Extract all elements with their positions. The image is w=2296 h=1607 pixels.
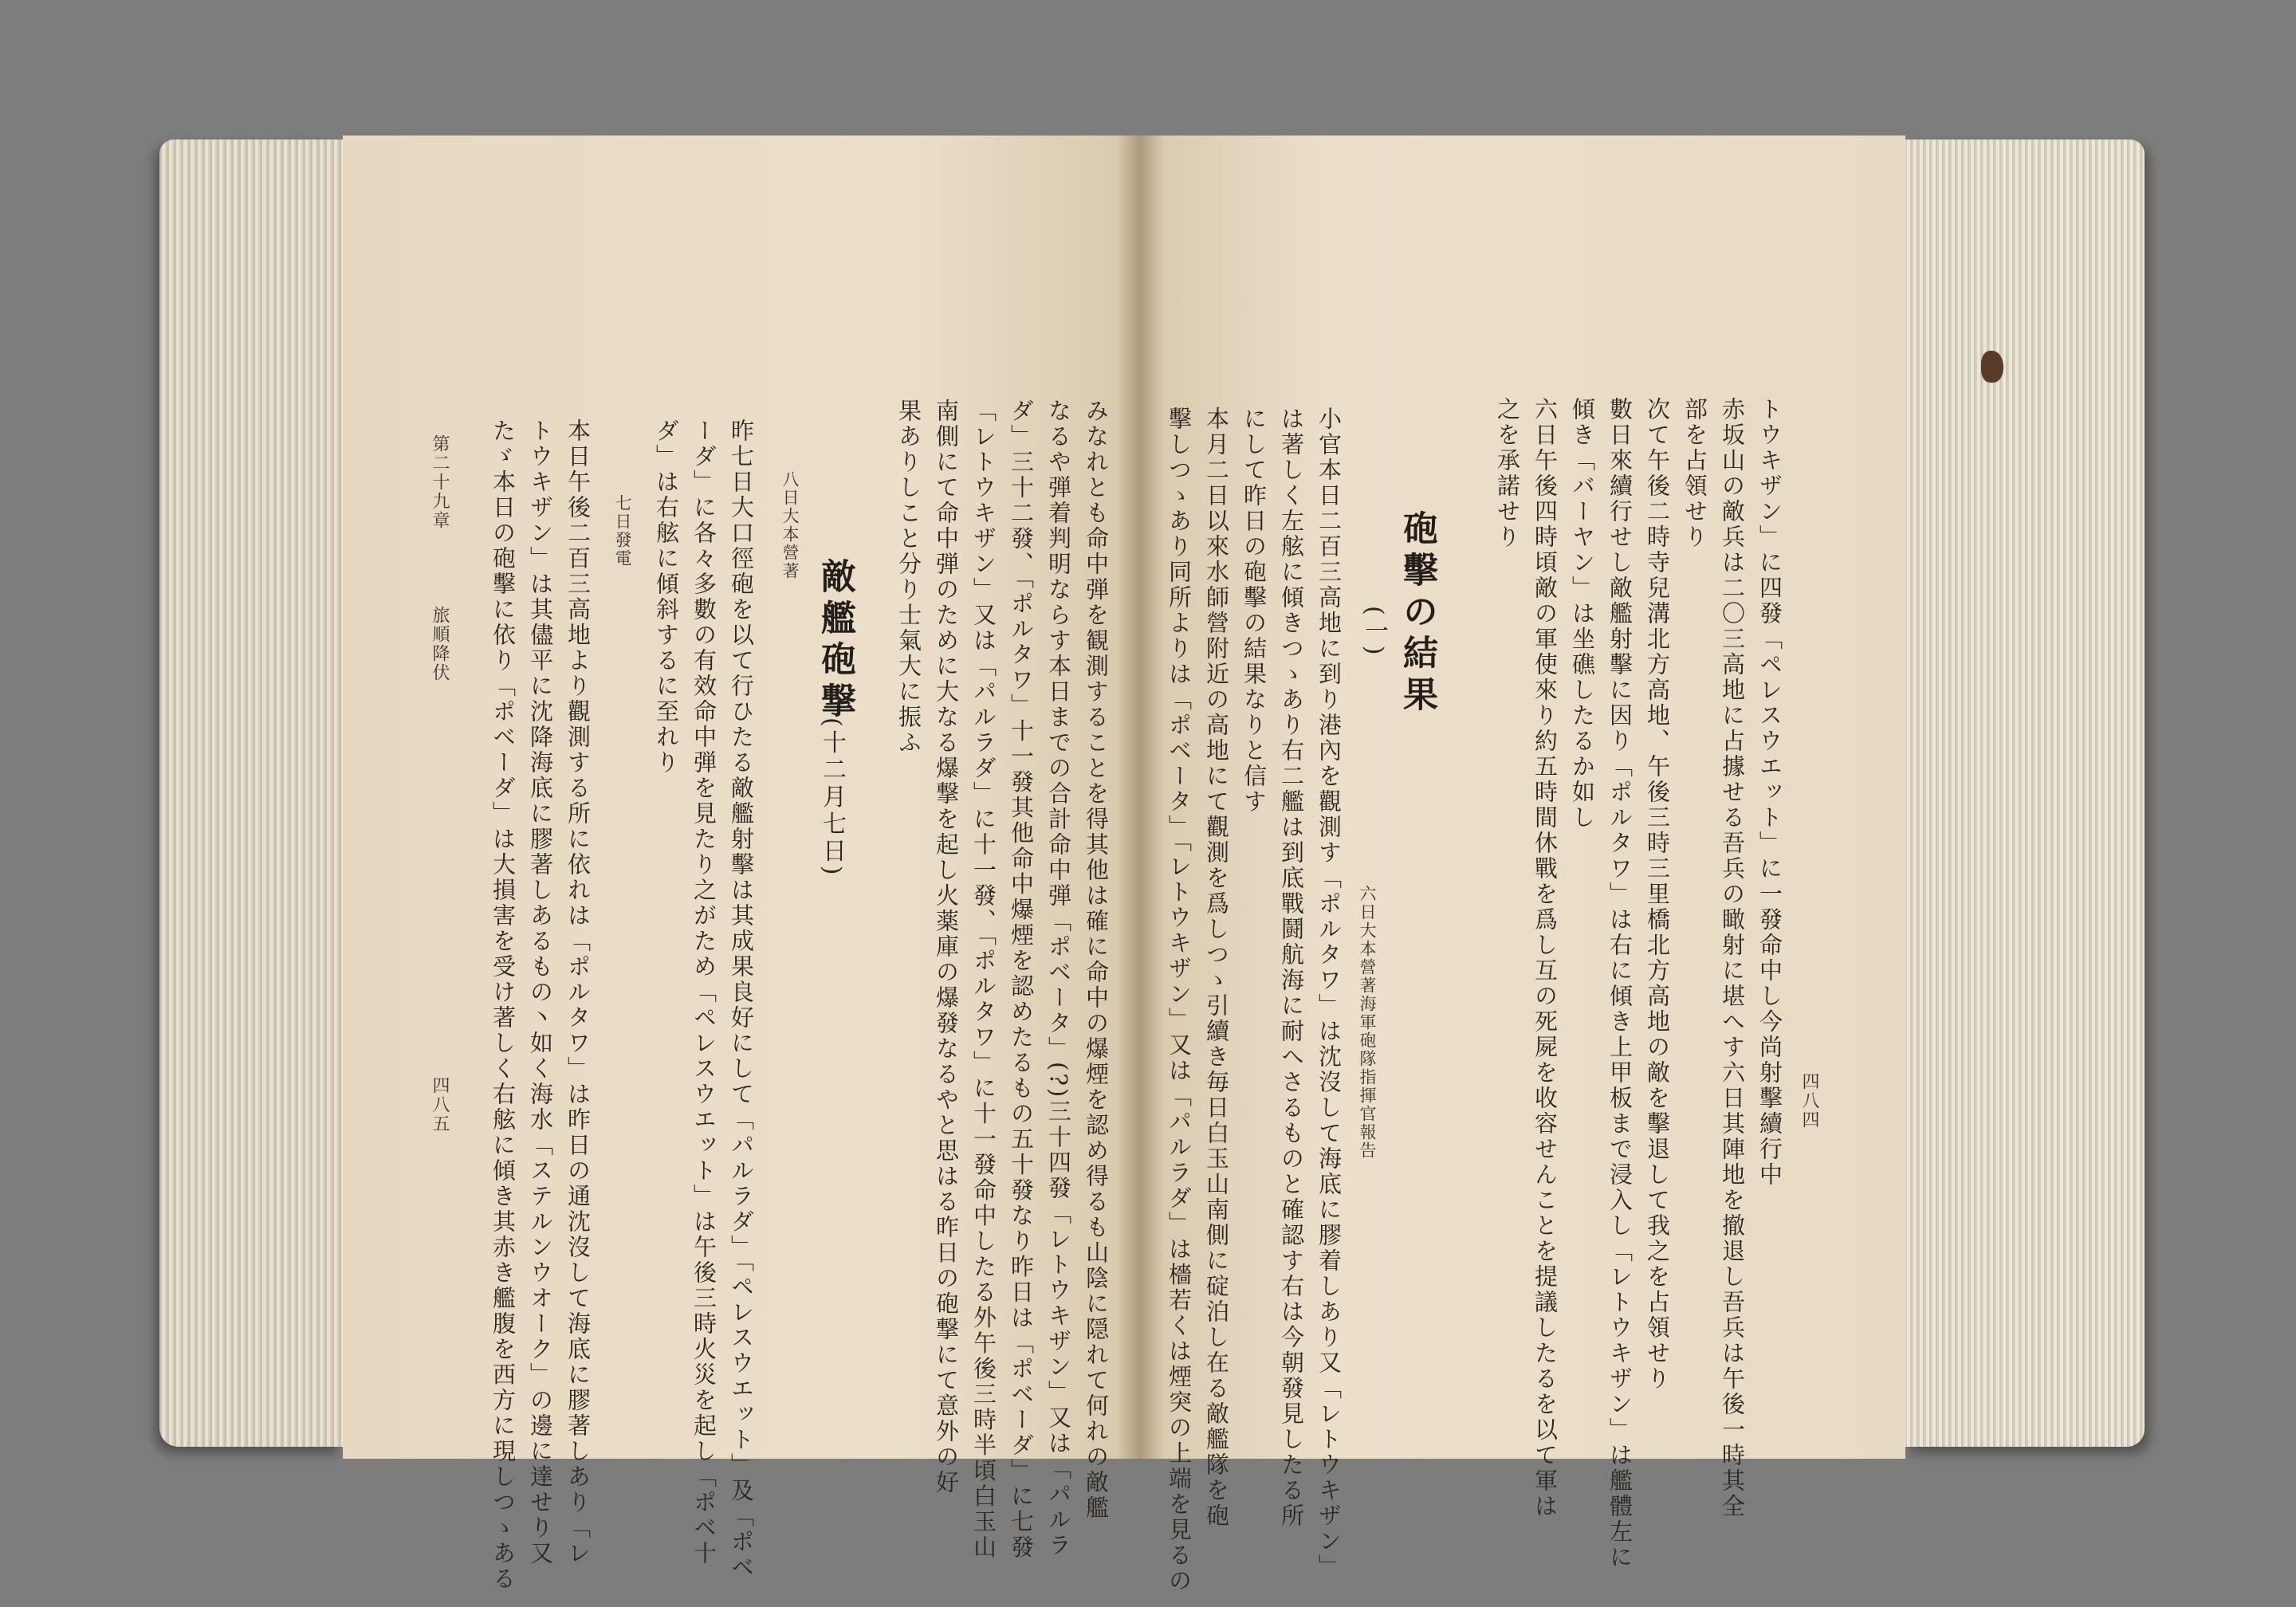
right-col-11: にして昨日の砲擊の結果なりと信す: [1240, 407, 1268, 815]
left-footer-section: 旅順降伏: [430, 606, 450, 682]
left-page-number: 四八五: [430, 1076, 450, 1134]
left-heading-date: (十二月七日): [818, 717, 846, 878]
ink-stain: [1981, 351, 2003, 383]
left-heading: 敵艦砲撃: [815, 558, 855, 724]
right-col-5: 數日來續行せし敵艦射擊に因り「ポルタワ」は右に傾き上甲板まで浸入し「レトウキザン」は艦體左に: [1606, 397, 1634, 1570]
right-col-2: 赤坂山の敵兵は二〇三高地に占據せる吾兵の瞰射に堪へす六日其陣地を撤退し吾兵は午後一時其全: [1719, 397, 1746, 1519]
left-col-4: 「レトウキザン」又は「パルラダ」に十一發、「ポルタワ」に十一發命中したる外午後三時半頃白玉山: [970, 399, 997, 1561]
right-col-7: 六日午後四時頃敵の軍使來り約五時間休戰を爲し互の死屍を收容せんことを提議したるを以て軍は: [1531, 397, 1559, 1519]
right-col-3: 部を占領せり: [1681, 397, 1708, 550]
left-col-8: ーダ」に各々多數の有效命中弾を見たり之がため「ペレスウエット」は午後三時火災を起し「ポベ十: [690, 418, 718, 1566]
left-col-9: ダ」は右舷に傾斜するに至れり: [653, 418, 680, 776]
right-attribution: 六日大本營著海軍砲隊指揮官報告: [1358, 885, 1377, 1160]
left-attribution-2: 七日發電: [613, 494, 632, 568]
book-gutter: [1116, 136, 1164, 1459]
right-col-1: トウキザン」に四發「ペレスウエット」に一發命中し今尚射擊續行中: [1756, 397, 1783, 1188]
right-page-number: 四八四: [1799, 1072, 1819, 1130]
right-heading-number: (一): [1360, 606, 1388, 658]
left-footer-chapter: 第二十九章: [430, 434, 450, 530]
left-col-3: ダ」三十二發、「ポルタワ」十一發其他命中爆煙を認めたるもの五十發なり昨日は「ポベーダ」に七發: [1008, 399, 1035, 1561]
right-col-12: 本月二日以來水師營附近の高地にて觀測を爲しつゝ引續き毎日白玉山南側に碇泊し在る敵艦隊を砲: [1203, 407, 1230, 1529]
right-col-10: は著しく左舷に傾きつゝあり右二艦は到底戰鬪航海に耐へさるものと確認す右は今朝發見したる所: [1278, 407, 1305, 1529]
right-col-8: 之を承諾せり: [1494, 397, 1521, 550]
right-page-edges: [1905, 139, 2145, 1447]
right-col-9: 小官本日二百三高地に到り港內を觀測す「ポルタワ」は沈沒して海底に膠着しあり又「レトウキザン」: [1315, 407, 1343, 1580]
left-col-6: 果ありしこと分り士氣大に振ふ: [895, 399, 922, 756]
left-col-7: 昨七日大口徑砲を以て行ひたる敵艦射擊は其成果良好にして「パルラダ」「ペレスウエット」及「ポベ: [728, 418, 755, 1581]
left-col-5: 南側にて命中弾のために大なる爆撃を起し火薬庫の爆發なるやと思はる昨日の砲撃にて意外の好: [933, 399, 960, 1495]
right-col-4: 次て午後二時寺兒溝北方高地、午後三時三里橋北方高地の敵を擊退して我之を占領せり: [1644, 397, 1671, 1392]
right-heading: 砲擊の結果: [1397, 510, 1437, 717]
left-page-edges: [159, 139, 343, 1447]
right-col-6: 傾き「バーヤン」は坐礁したるか如し: [1569, 397, 1596, 831]
left-col-12: たゞ本日の砲擊に依り「ポベーダ」は大損害を受け著しく右舷に傾き其赤き艦腹を西方に現しつゝある: [489, 418, 517, 1592]
left-attribution-1: 八日大本營著: [780, 470, 800, 580]
left-col-10: 本日午後二百三高地より觀測する所に依れは「ポルタワ」は昨日の通沈沒して海底に膠著しあり「レ: [564, 418, 592, 1566]
left-col-1: みなれとも命中弾を観測することを得其他は確に命中の爆煙を認め得るも山陰に隠れて何れの敵艦: [1083, 399, 1110, 1521]
right-col-13: 擊しつゝあり同所よりは「ポベータ」「レトウキザン」又は「パルラダ」は檣若くは煙突の上端を見るの: [1166, 407, 1193, 1594]
left-col-2: なるや弾着判明ならす本日までの合計命中弾「ポベータ」(?)三十四發「レトウキザン」又は「パルラ: [1045, 399, 1072, 1559]
left-col-11: トウキザン」は其儘平に沈降海底に膠著しあるもの丶如く海水「ステルンウオーク」の邊に達せり又: [527, 418, 554, 1566]
